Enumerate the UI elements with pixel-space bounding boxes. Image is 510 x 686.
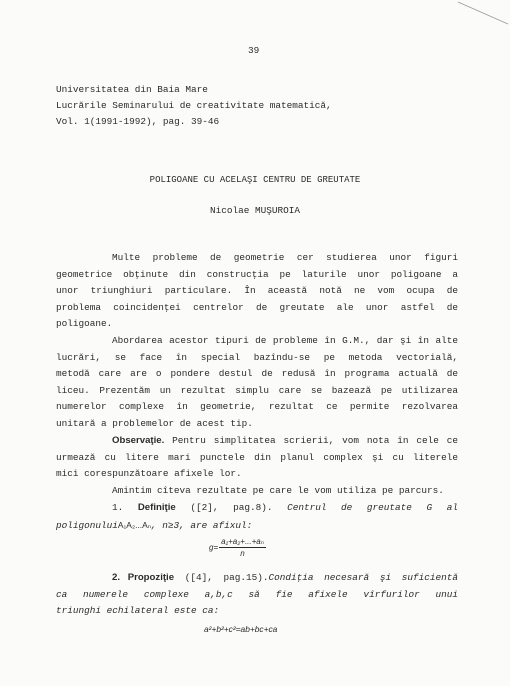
definitie-number: 1.	[112, 502, 124, 513]
propozitie-ref: ([4], pag.15).	[184, 572, 269, 583]
page-number: 39	[248, 45, 260, 56]
paragraph-approach	[56, 333, 458, 433]
definitie-label: Definiţie	[137, 502, 176, 513]
centroid-formula	[209, 537, 266, 558]
paragraph-observatie	[56, 433, 458, 483]
text-line: Abordarea acestor tipuri de probleme în G.M., dar şi în alte	[112, 335, 458, 346]
formula-fraction	[219, 537, 266, 558]
observatie-label: Observaţie.	[112, 435, 165, 446]
text-line: liceu. Prezentăm un rezultat simplu care se bazează pe utilizarea	[56, 384, 458, 396]
formula-denominator: n	[240, 549, 245, 558]
header-line-1: Universitatea din Baia Mare	[56, 84, 208, 95]
text-line: lucrări, se face în special bazîndu-se pe metoda vectorială,	[56, 351, 458, 363]
text-line: problema coincidenţei centrelor de greutate ale unor astfel de	[56, 301, 458, 313]
header-line-2: Lucrările Seminarului de creativitate matematică,	[56, 100, 332, 111]
propozitie-block	[56, 570, 458, 620]
text-line: mici corespunzătoare afixele lor.	[56, 468, 242, 480]
definitie-text: poligonului	[56, 519, 118, 531]
propozitie-label: 2. Propoziţie	[112, 572, 175, 583]
text-line	[56, 433, 458, 450]
text-line: ca numerele complexe a,b,c să fie afixele vîrfurilor unui	[56, 588, 458, 600]
header-line-3: Vol. 1(1991-1992), pag. 39-46	[56, 116, 220, 127]
author-name: Nicolae MUŞUROIA	[209, 205, 300, 216]
text-line: triunghi echilateral este ca:	[56, 605, 220, 617]
paragraph-intro	[56, 250, 458, 333]
scan-corner-mark	[450, 0, 510, 30]
equilateral-formula: a²+b²+c²=ab+bc+ca	[204, 624, 278, 634]
text-line	[56, 517, 458, 535]
text-line: numerelor complexe în geometrie, rezultat ce permite rezolvarea	[56, 401, 458, 413]
observatie-text: Pentru simplitatea scrierii, vom nota în cele ce	[172, 435, 458, 446]
polygon-vertices: A₁A₂...Aₙ	[117, 519, 152, 530]
definitie-text: Centrul de greutate G al	[287, 502, 458, 513]
text-line: unor triunghiuri particulare. În această notă ne vom ocupa de	[56, 285, 458, 297]
propozitie-text: Condiţia necesară şi suficientă	[268, 572, 458, 583]
text-line: metodă care are o pondere destul de redusă în programa actuală de	[56, 368, 458, 380]
paper-title: POLIGOANE CU ACELAŞI CENTRU DE GREUTATE	[149, 175, 361, 185]
text-line: urmează cu litere mari punctele din planul complex şi cu literele	[56, 451, 458, 463]
definitie-block	[56, 500, 458, 534]
text-line: unitară a problemelor de acest tip.	[56, 417, 253, 429]
text-line: Multe probleme de geometrie cer studierea unor figuri	[112, 252, 458, 263]
text-line	[56, 570, 458, 587]
text-line	[56, 500, 458, 517]
formula-numerator: a₁+a₂+...+aₙ	[221, 537, 264, 546]
paragraph-amintim	[56, 483, 458, 500]
definitie-text: , n≥3, are afixul:	[151, 519, 253, 531]
formula-lhs: g=	[209, 543, 219, 552]
definitie-ref: ([2], pag.8).	[190, 502, 273, 513]
text-line: Amintim cîteva rezultate pe care le vom utiliza pe parcurs.	[112, 485, 444, 496]
text-line: geometrice obţinute din construcţia pe laturile unor poligoane a	[56, 268, 458, 280]
text-line: poligoane.	[56, 318, 113, 330]
